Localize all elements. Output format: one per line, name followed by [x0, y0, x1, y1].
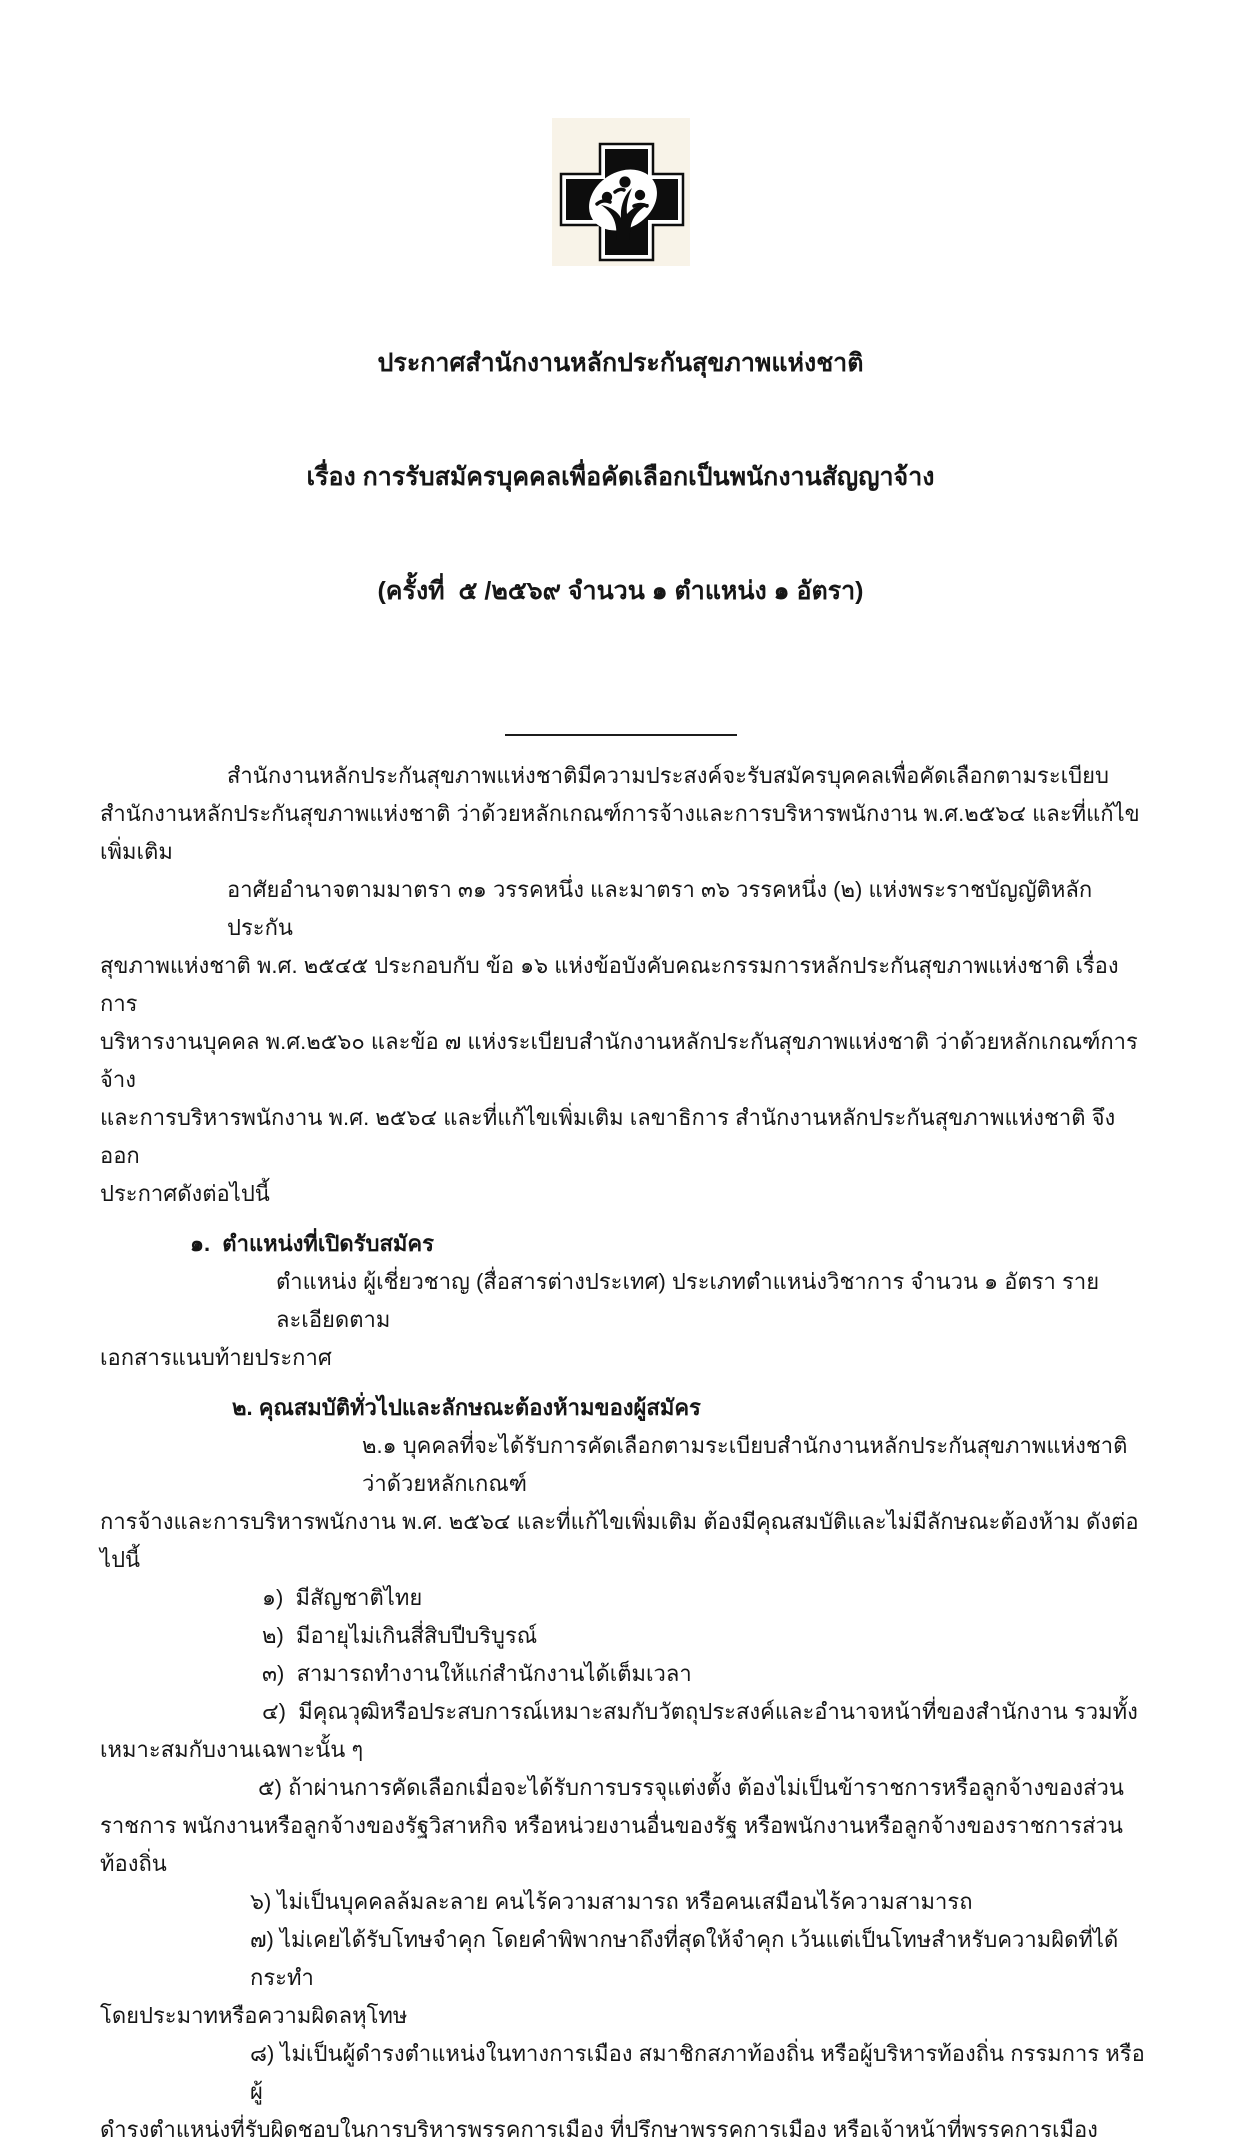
- section-1-heading: ๑. ตำแหน่งที่เปิดรับสมัคร: [190, 1231, 434, 1256]
- doc-line-22: ท้องถิ่น: [100, 1851, 167, 1876]
- doc-line-6: บริหารงานบุคคล พ.ศ.๒๕๖๐ และข้อ ๗ แห่งระเบียบสำนักงานหลักประกันสุขภาพแห่งชาติ ว่าด้วยหลักเกณฑ์การจ้าง: [100, 1029, 1138, 1092]
- doc-line-13: ๒.๑ บุคคลที่จะได้รับการคัดเลือกตามระเบียบสำนักงานหลักประกันสุขภาพแห่งชาติ ว่าด้วยหลักเกณฑ์: [362, 1433, 1134, 1496]
- qualification-item-4: ๔) มีคุณวุฒิหรือประสบการณ์เหมาะสมกับวัตถุประสงค์และอำนาจหน้าที่ของสำนักงาน รวมทั้ง: [262, 1699, 1138, 1724]
- qualification-item-6: ๖) ไม่เป็นบุคคลล้มละลาย คนไร้ความสามารถ หรือคนเสมือนไร้ความสามารถ: [250, 1889, 973, 1914]
- qualification-item-3: ๓) สามารถทำงานให้แก่สำนักงานได้เต็มเวลา: [262, 1661, 692, 1686]
- qualification-item-8: ๘) ไม่เป็นผู้ดำรงตำแหน่งในทางการเมือง สมาชิกสภาท้องถิ่น หรือผู้บริหารท้องถิ่น กรรมการ หรือผู้: [250, 2041, 1145, 2104]
- section-2-heading: ๒. คุณสมบัติทั่วไปและลักษณะต้องห้ามของผู้สมัคร: [232, 1395, 701, 1420]
- qualification-item-7: ๗) ไม่เคยได้รับโทษจำคุก โดยคำพิพากษาถึงที่สุดให้จำคุก เว้นแต่เป็นโทษสำหรับความผิดที่ได้กระทำ: [250, 1927, 1119, 1990]
- doc-line-19: เหมาะสมกับงานเฉพาะนั้น ๆ: [100, 1737, 364, 1762]
- doc-line-2: สำนักงานหลักประกันสุขภาพแห่งชาติ ว่าด้วยหลักเกณฑ์การจ้างและการบริหารพนักงาน พ.ศ.๒๕๖๔ และที่แก้ไข: [100, 801, 1140, 826]
- title-line-2: เรื่อง การรับสมัครบุคคลเพื่อคัดเลือกเป็นพนักงานสัญญาจ้าง: [306, 463, 935, 491]
- doc-line-7: และการบริหารพนักงาน พ.ศ. ๒๕๖๔ และที่แก้ไขเพิ่มเติม เลขาธิการ สำนักงานหลักประกันสุขภาพแห่งชาติ จึงออก: [100, 1105, 1116, 1168]
- doc-line-14: การจ้างและการบริหารพนักงาน พ.ศ. ๒๕๖๔ และที่แก้ไขเพิ่มเติม ต้องมีคุณสมบัติและไม่มีลักษณะต้องห้าม ดังต่อไปนี้: [100, 1509, 1139, 1572]
- doc-line-25: โดยประมาทหรือความผิดลหุโทษ: [100, 2003, 408, 2028]
- health-cross-people-icon: [552, 118, 690, 266]
- announcement-title: [0, 268, 1241, 686]
- doc-line-3: เพิ่มเติม: [100, 839, 173, 864]
- title-divider: [505, 734, 737, 736]
- doc-line-21: ราชการ พนักงานหรือลูกจ้างของรัฐวิสาหกิจ หรือหน่วยงานอื่นของรัฐ หรือพนักงานหรือลูกจ้างของราชการส่วน: [100, 1813, 1123, 1838]
- announcement-page: [0, 118, 1241, 2142]
- qualification-item-1: ๑) มีสัญชาติไทย: [262, 1585, 423, 1610]
- title-line-3: (ครั้งที่ ๕ /๒๕๖๙ จำนวน ๑ ตำแหน่ง ๑ อัตรา): [377, 577, 864, 605]
- qualification-item-5: ๕) ถ้าผ่านการคัดเลือกเมื่อจะได้รับการบรรจุแต่งตั้ง ต้องไม่เป็นข้าราชการหรือลูกจ้างของส่วน: [258, 1775, 1124, 1800]
- doc-line-27: ดำรงตำแหน่งที่รับผิดชอบในการบริหารพรรคการเมือง ที่ปรึกษาพรรคการเมือง หรือเจ้าหน้าที่พรรคการเมือง: [100, 2117, 1098, 2142]
- doc-line-1: สำนักงานหลักประกันสุขภาพแห่งชาติมีความประสงค์จะรับสมัครบุคคลเพื่อคัดเลือกตามระเบียบ: [227, 763, 1109, 788]
- doc-line-10: ตำแหน่ง ผู้เชี่ยวชาญ (สื่อสารต่างประเทศ) ประเภทตำแหน่งวิชาการ จำนวน ๑ อัตรา รายละเอียดตาม: [276, 1269, 1100, 1332]
- qualification-item-2: ๒) มีอายุไม่เกินสี่สิบปีบริบูรณ์: [262, 1623, 538, 1648]
- title-line-1: ประกาศสำนักงานหลักประกันสุขภาพแห่งชาติ: [377, 349, 864, 377]
- document-body: [0, 757, 1241, 2149]
- doc-line-4: อาศัยอำนาจตามมาตรา ๓๑ วรรคหนึ่ง และมาตรา ๓๖ วรรคหนึ่ง (๒) แห่งพระราชบัญญัติหลักประกัน: [227, 877, 1093, 940]
- doc-line-5: สุขภาพแห่งชาติ พ.ศ. ๒๕๔๕ ประกอบกับ ข้อ ๑๖ แห่งข้อบังคับคณะกรรมการหลักประกันสุขภาพแห่งชาติ เรื่องการ: [100, 953, 1119, 1016]
- doc-line-8: ประกาศดังต่อไปนี้: [100, 1181, 270, 1206]
- org-logo: [552, 118, 690, 266]
- doc-line-11: เอกสารแนบท้ายประกาศ: [100, 1345, 332, 1370]
